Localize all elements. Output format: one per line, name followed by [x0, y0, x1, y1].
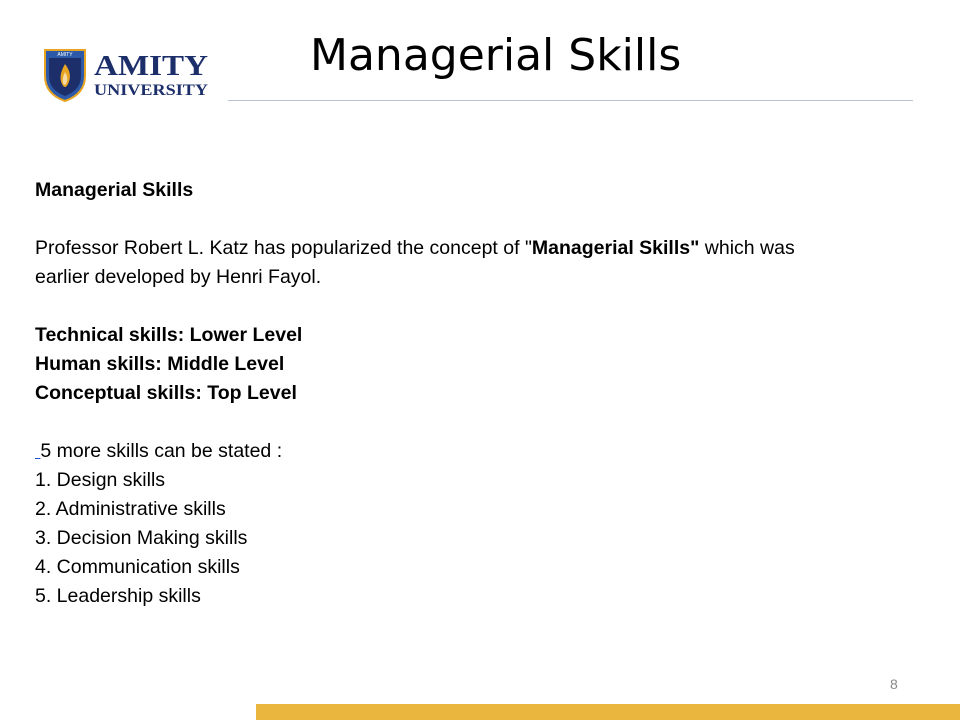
spacer: [35, 292, 815, 321]
spacer: [35, 205, 815, 234]
svg-text:UNIVERSITY: UNIVERSITY: [94, 82, 209, 99]
svg-text:AMITY: AMITY: [57, 52, 73, 58]
content-heading: Managerial Skills: [35, 179, 194, 201]
intro-text-bold: Managerial Skills": [531, 237, 700, 259]
intro-text-part1: Professor Robert L. Katz has popularized the concept of ": [35, 237, 532, 259]
skill-item-communication: 4. Communication skills: [35, 556, 240, 578]
skill-item-administrative: 2. Administrative skills: [35, 498, 226, 520]
slide-content: [35, 176, 815, 611]
page-number: 8: [890, 676, 898, 692]
amity-university-logo: [42, 46, 212, 102]
skill-item-decision-making: 3. Decision Making skills: [35, 527, 248, 549]
spacer: [35, 408, 815, 437]
more-skills-line: [35, 437, 815, 466]
slide-title: Managerial Skills: [310, 30, 682, 81]
level-item-technical: Technical skills: Lower Level: [35, 324, 303, 346]
footer-accent-bar: [256, 704, 960, 720]
more-skills-intro: 5 more skills can be stated :: [40, 440, 283, 462]
amity-crest-icon: [42, 46, 212, 102]
title-divider: [228, 100, 913, 101]
level-item-conceptual: Conceptual skills: Top Level: [35, 382, 297, 404]
skill-item-design: 1. Design skills: [35, 469, 166, 491]
intro-paragraph: [35, 234, 815, 292]
intro-text-part2: which was earlier developed by Henri Fayol.: [35, 237, 795, 288]
svg-text:AMITY: AMITY: [94, 50, 209, 82]
skill-item-leadership: 5. Leadership skills: [35, 585, 201, 607]
level-item-human: Human skills: Middle Level: [35, 353, 285, 375]
